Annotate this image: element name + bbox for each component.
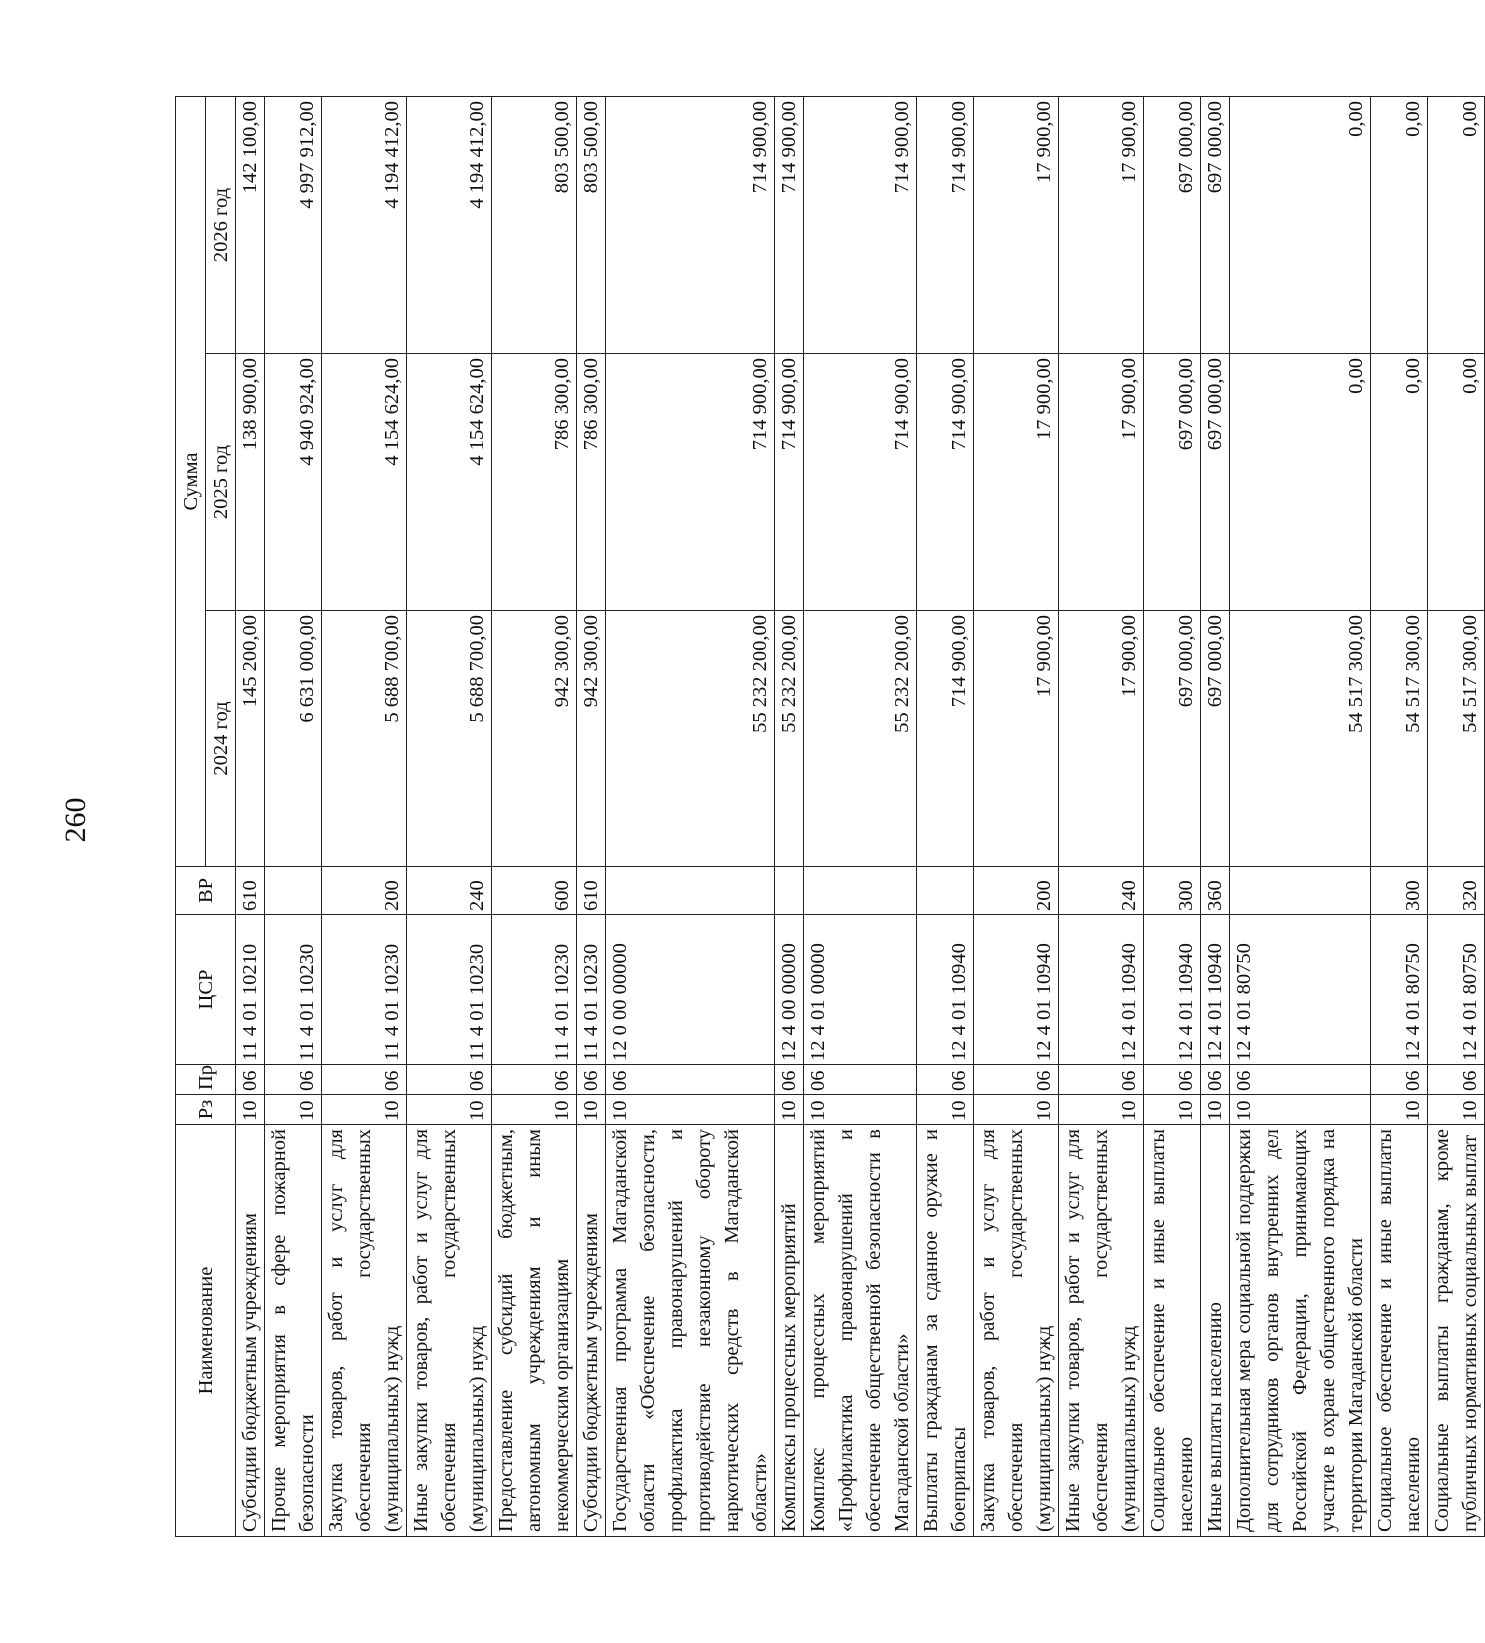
row-rz: 10	[236, 1095, 265, 1125]
row-2025: 697 000,00	[1201, 354, 1230, 611]
row-name: Иные закупки товаров, работ и услуг для обеспечения государственных (муниципальных) нужд	[407, 1125, 492, 1537]
row-rz: 10	[265, 1095, 322, 1125]
row-pr: 06	[775, 1065, 804, 1095]
header-pr: Пр	[176, 1065, 236, 1095]
table-row	[606, 96, 775, 1536]
table-row	[1059, 96, 1144, 1536]
row-2024: 942 300,00	[492, 611, 577, 867]
row-pr: 06	[1230, 1065, 1371, 1095]
row-2026: 142 100,00	[236, 96, 265, 353]
row-pr: 06	[236, 1065, 265, 1095]
row-csr: 11 4 01 10230	[407, 915, 492, 1065]
row-rz: 10	[1428, 1095, 1485, 1125]
header-vr: ВР	[176, 867, 236, 915]
row-rz: 10	[606, 1095, 775, 1125]
row-2025: 714 900,00	[775, 354, 804, 611]
header-sum: Сумма	[176, 96, 206, 866]
row-2025: 0,00	[1428, 354, 1485, 611]
row-csr: 11 4 01 10230	[577, 915, 606, 1065]
row-2025: 786 300,00	[577, 354, 606, 611]
row-rz: 10	[1230, 1095, 1371, 1125]
row-2026: 697 000,00	[1201, 96, 1230, 353]
row-vr	[606, 867, 775, 915]
row-pr: 06	[577, 1065, 606, 1095]
row-rz: 10	[492, 1095, 577, 1125]
row-name: Субсидии бюджетным учреждениям	[236, 1125, 265, 1537]
rotated-table-container	[175, 97, 1481, 1537]
header-csr: ЦСР	[176, 915, 236, 1065]
row-2026: 714 900,00	[775, 96, 804, 353]
table-row	[974, 96, 1059, 1536]
row-2026: 4 194 412,00	[322, 96, 407, 353]
row-2025: 714 900,00	[606, 354, 775, 611]
row-2024: 17 900,00	[1059, 611, 1144, 867]
row-csr: 11 4 01 10230	[265, 915, 322, 1065]
row-name: Социальное обеспечение и иные выплаты населению	[1371, 1125, 1428, 1537]
row-rz: 10	[775, 1095, 804, 1125]
row-2025: 697 000,00	[1144, 354, 1201, 611]
budget-table	[175, 96, 1485, 1537]
row-pr: 06	[804, 1065, 917, 1095]
row-csr: 11 4 01 10230	[492, 915, 577, 1065]
row-vr: 610	[577, 867, 606, 915]
row-2026: 17 900,00	[1059, 96, 1144, 353]
row-name: Комплексы процессных мероприятий	[775, 1125, 804, 1537]
row-name: Иные закупки товаров, работ и услуг для обеспечения государственных (муниципальных) нужд	[1059, 1125, 1144, 1537]
header-rz: Рз	[176, 1095, 236, 1125]
row-vr: 240	[1059, 867, 1144, 915]
row-2025: 4 154 624,00	[322, 354, 407, 611]
row-rz: 10	[322, 1095, 407, 1125]
row-vr: 360	[1201, 867, 1230, 915]
header-2024: 2024 год	[206, 611, 236, 867]
row-csr: 11 4 01 10210	[236, 915, 265, 1065]
row-vr: 300	[1144, 867, 1201, 915]
row-rz: 10	[974, 1095, 1059, 1125]
table-row	[577, 96, 606, 1536]
row-pr: 06	[974, 1065, 1059, 1095]
page-number: 260	[59, 797, 92, 843]
row-csr: 12 4 01 00000	[804, 915, 917, 1065]
row-2026: 4 997 912,00	[265, 96, 322, 353]
row-vr: 610	[236, 867, 265, 915]
row-pr: 06	[1201, 1065, 1230, 1095]
row-2024: 6 631 000,00	[265, 611, 322, 867]
table-row	[1428, 96, 1485, 1536]
row-2024: 55 232 200,00	[804, 611, 917, 867]
row-2024: 54 517 300,00	[1428, 611, 1485, 867]
table-row	[265, 96, 322, 1536]
row-name: Закупка товаров, работ и услуг для обеспечения государственных (муниципальных) нужд	[974, 1125, 1059, 1537]
row-vr	[775, 867, 804, 915]
row-name: Дополнительная мера социальной поддержки для сотрудников органов внутренних дел Российской Федерации, принимающих участие в охране общественного порядка на территории Магаданской области	[1230, 1125, 1371, 1537]
table-row	[917, 96, 974, 1536]
row-rz: 10	[577, 1095, 606, 1125]
row-name: Социальные выплаты гражданам, кроме публичных нормативных социальных выплат	[1428, 1125, 1485, 1537]
row-vr	[804, 867, 917, 915]
table-row	[1230, 96, 1371, 1536]
table-row	[236, 96, 265, 1536]
row-rz: 10	[1144, 1095, 1201, 1125]
row-2024: 17 900,00	[974, 611, 1059, 867]
row-2025: 0,00	[1230, 354, 1371, 611]
row-vr	[917, 867, 974, 915]
row-2024: 697 000,00	[1201, 611, 1230, 867]
row-2025: 138 900,00	[236, 354, 265, 611]
row-2026: 803 500,00	[492, 96, 577, 353]
row-csr: 12 4 01 10940	[1059, 915, 1144, 1065]
header-2026: 2026 год	[206, 96, 236, 353]
table-row	[492, 96, 577, 1536]
row-name: Предоставление субсидий бюджетным, автономным учреждениям и иным некоммерческим организациям	[492, 1125, 577, 1537]
row-2026: 803 500,00	[577, 96, 606, 353]
row-vr: 200	[322, 867, 407, 915]
row-rz: 10	[917, 1095, 974, 1125]
row-rz: 10	[1371, 1095, 1428, 1125]
row-pr: 06	[606, 1065, 775, 1095]
row-name: Государственная программа Магаданской области «Обеспечение безопасности, профилактика правонарушений и противодействие незаконному обороту наркотических средств в Магаданской области»	[606, 1125, 775, 1537]
row-pr: 06	[1144, 1065, 1201, 1095]
row-name: Комплекс процессных мероприятий «Профилактика правонарушений и обеспечение общественной безопасности в Магаданской области»	[804, 1125, 917, 1537]
table-body	[236, 96, 1485, 1536]
table-row	[322, 96, 407, 1536]
row-pr: 06	[1428, 1065, 1485, 1095]
row-vr: 300	[1371, 867, 1428, 915]
row-vr: 240	[407, 867, 492, 915]
row-name: Иные выплаты населению	[1201, 1125, 1230, 1537]
row-rz: 10	[1059, 1095, 1144, 1125]
row-csr: 12 4 01 10940	[1201, 915, 1230, 1065]
row-2025: 4 940 924,00	[265, 354, 322, 611]
row-pr: 06	[492, 1065, 577, 1095]
row-csr: 12 4 01 80750	[1428, 915, 1485, 1065]
row-pr: 06	[265, 1065, 322, 1095]
row-2024: 54 517 300,00	[1371, 611, 1428, 867]
row-2025: 0,00	[1371, 354, 1428, 611]
header-2025: 2025 год	[206, 354, 236, 611]
row-pr: 06	[1371, 1065, 1428, 1095]
row-2025: 714 900,00	[917, 354, 974, 611]
row-vr: 320	[1428, 867, 1485, 915]
row-vr: 600	[492, 867, 577, 915]
row-2025: 17 900,00	[1059, 354, 1144, 611]
row-rz: 10	[407, 1095, 492, 1125]
row-2025: 714 900,00	[804, 354, 917, 611]
row-csr: 12 4 01 80750	[1371, 915, 1428, 1065]
row-2024: 942 300,00	[577, 611, 606, 867]
row-vr	[265, 867, 322, 915]
row-2025: 17 900,00	[974, 354, 1059, 611]
row-2026: 714 900,00	[804, 96, 917, 353]
table-row	[804, 96, 917, 1536]
row-2026: 4 194 412,00	[407, 96, 492, 353]
table-row	[407, 96, 492, 1536]
row-name: Социальное обеспечение и иные выплаты населению	[1144, 1125, 1201, 1537]
row-2024: 55 232 200,00	[606, 611, 775, 867]
row-2025: 4 154 624,00	[407, 354, 492, 611]
row-2026: 714 900,00	[606, 96, 775, 353]
row-2026: 17 900,00	[974, 96, 1059, 353]
row-2024: 5 688 700,00	[407, 611, 492, 867]
row-2026: 0,00	[1371, 96, 1428, 353]
row-name: Прочие мероприятия в сфере пожарной безопасности	[265, 1125, 322, 1537]
row-csr: 12 4 01 10940	[1144, 915, 1201, 1065]
table-row	[1371, 96, 1428, 1536]
row-csr: 12 4 00 00000	[775, 915, 804, 1065]
row-2026: 714 900,00	[917, 96, 974, 353]
row-rz: 10	[804, 1095, 917, 1125]
row-vr: 200	[974, 867, 1059, 915]
row-name: Закупка товаров, работ и услуг для обеспечения государственных (муниципальных) нужд	[322, 1125, 407, 1537]
row-2026: 697 000,00	[1144, 96, 1201, 353]
row-csr: 12 4 01 80750	[1230, 915, 1371, 1065]
header-name: Наименование	[176, 1125, 236, 1537]
row-2024: 145 200,00	[236, 611, 265, 867]
row-2026: 0,00	[1428, 96, 1485, 353]
table-row	[1201, 96, 1230, 1536]
table-row	[775, 96, 804, 1536]
row-rz: 10	[1201, 1095, 1230, 1125]
row-2025: 786 300,00	[492, 354, 577, 611]
row-csr: 12 4 01 10940	[917, 915, 974, 1065]
row-2026: 0,00	[1230, 96, 1371, 353]
row-pr: 06	[1059, 1065, 1144, 1095]
row-pr: 06	[322, 1065, 407, 1095]
row-2024: 714 900,00	[917, 611, 974, 867]
table-header	[176, 96, 236, 1536]
row-name: Субсидии бюджетным учреждениям	[577, 1125, 606, 1537]
row-csr: 12 0 00 00000	[606, 915, 775, 1065]
row-vr	[1230, 867, 1371, 915]
row-pr: 06	[407, 1065, 492, 1095]
row-csr: 11 4 01 10230	[322, 915, 407, 1065]
row-2024: 697 000,00	[1144, 611, 1201, 867]
row-csr: 12 4 01 10940	[974, 915, 1059, 1065]
row-2024: 55 232 200,00	[775, 611, 804, 867]
row-2024: 54 517 300,00	[1230, 611, 1371, 867]
row-pr: 06	[917, 1065, 974, 1095]
row-2024: 5 688 700,00	[322, 611, 407, 867]
table-row	[1144, 96, 1201, 1536]
row-name: Выплаты гражданам за сданное оружие и боеприпасы	[917, 1125, 974, 1537]
